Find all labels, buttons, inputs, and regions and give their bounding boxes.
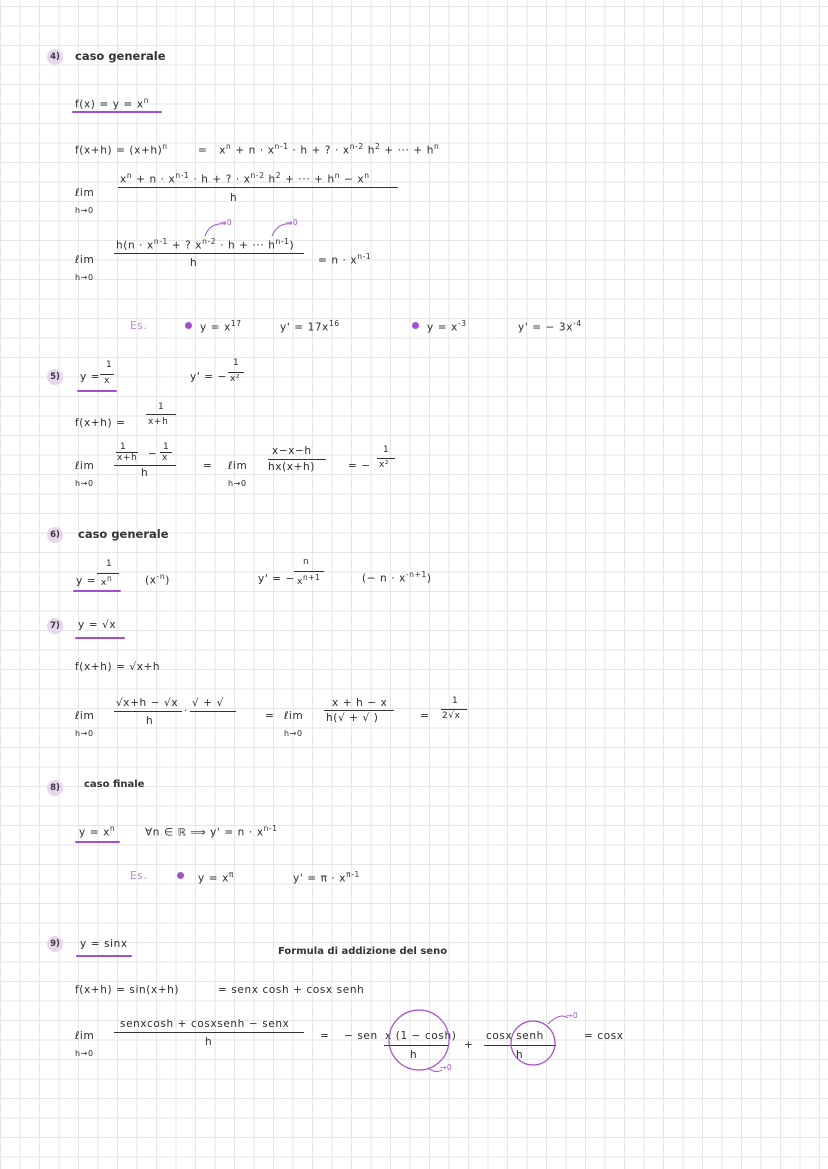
equals-sign: =	[320, 1030, 330, 1042]
alternative-derivative: (− $n \cdot x^{-n+1}$)	[362, 570, 432, 585]
minus-sine-factor: − sen	[344, 1030, 378, 1042]
fraction-bar	[118, 187, 398, 188]
function-definition: $f(x) = y = x^n$	[75, 96, 150, 111]
fraction-numerator: x + h − x	[332, 697, 388, 709]
fraction-bar	[484, 1045, 556, 1046]
fraction-bar	[268, 459, 326, 460]
increment-expression: f(x+h) = √x+h	[75, 661, 161, 673]
function-definition: y =	[76, 575, 97, 587]
fraction-denominator: x²	[230, 374, 241, 384]
fraction-numerator: n	[303, 557, 310, 567]
plus-sign: +	[464, 1039, 474, 1051]
fraction-bar	[384, 1045, 448, 1046]
example-derivative: y' = − $3x^{-4}$	[518, 319, 582, 334]
function-definition: y = √x	[78, 619, 117, 631]
highlight-underline	[77, 390, 117, 392]
fraction-numerator: 1	[452, 696, 459, 706]
minus-sign: −	[148, 448, 158, 460]
fraction-numerator: 1	[383, 445, 390, 455]
fraction-bar	[114, 711, 182, 712]
highlight-underline	[72, 111, 162, 113]
negative-power-form: $(x^{-n})$	[145, 572, 170, 587]
fraction-bar	[377, 458, 395, 459]
fraction-denominator: h	[205, 1036, 213, 1048]
limit-symbol: ℓim	[75, 710, 95, 722]
function-definition: $y = x^n$	[79, 824, 116, 839]
fraction-denominator: h	[141, 467, 149, 479]
section-title: caso finale	[84, 779, 145, 790]
fraction-numerator: 1	[158, 402, 165, 412]
increment-expression: f(x+h) = sin(x+h)	[75, 984, 180, 996]
fraction-denominator: h	[410, 1049, 418, 1061]
equals-sign: =	[203, 460, 213, 472]
addition-formula: = senx cosh + cosx senh	[218, 984, 365, 996]
example-derivative: $y' = \pi \cdot x^{\pi-1}$	[293, 870, 360, 885]
limit-subscript: h→0	[284, 729, 303, 738]
example-function: $y = x^\pi$	[198, 870, 235, 885]
bullet-icon	[177, 872, 184, 879]
limit-subscript: h→0	[75, 273, 94, 282]
fraction-bar	[114, 465, 176, 466]
limit-numerator: $x^n + n \cdot x^{n-1} \cdot h$ + ? · $x^{n-2}$ $h^2$ + ··· + $h^n - x^n$	[120, 171, 370, 186]
equals-sign: =	[420, 710, 430, 722]
increment-expression: f(x+h) =	[75, 417, 126, 429]
derivative-result: y' = −	[258, 573, 295, 585]
fraction-denominator: x+h	[117, 453, 138, 463]
limit-result: = $n \cdot x^{n-1}$	[318, 252, 372, 267]
fraction-denominator: $x^n$	[101, 574, 113, 588]
fraction-bar	[146, 414, 176, 415]
binomial-expansion: = $x^n + n \cdot x^{n-1} \cdot h$ + ? · $x^{n-2}$ $h^2$ + ··· + $h^n$	[198, 142, 440, 157]
limit-subscript: h→0	[75, 729, 94, 738]
function-definition: y =	[80, 371, 101, 383]
limit-subscript: h→0	[75, 1049, 94, 1058]
section-title: caso generale	[78, 527, 169, 541]
limit-subscript: h→0	[75, 206, 94, 215]
fraction-denominator: h	[516, 1049, 524, 1061]
bullet-icon	[185, 322, 192, 329]
increment-expression: $f(x+h) = (x+h)^n$	[75, 142, 168, 157]
cancelled-denominator: h	[190, 257, 198, 269]
multiplication-dot: ·	[184, 705, 188, 717]
highlight-underline	[76, 955, 132, 957]
fraction-bar	[114, 253, 304, 254]
fraction-denominator: x	[162, 453, 168, 463]
side-note: Formula di addizione del seno	[278, 946, 448, 957]
fraction-denominator: h(√ + √ )	[326, 712, 379, 724]
fraction-numerator: x (1 − cosh)	[385, 1030, 457, 1042]
equals-sign: = −	[348, 460, 371, 472]
fraction-numerator: 1	[163, 442, 170, 452]
fraction-denominator: $x^{n+1}$	[297, 573, 321, 587]
limit-symbol: ℓim	[75, 460, 95, 472]
function-definition: y = sinx	[80, 938, 128, 950]
highlight-underline	[75, 841, 120, 843]
example-label: Es.	[130, 870, 148, 882]
fraction-numerator: senxcosh + cosxsenh − senx	[120, 1018, 290, 1030]
fraction-denominator: hx(x+h)	[268, 461, 315, 473]
fraction-bar	[441, 709, 467, 710]
tends-to-zero-mark: →0	[286, 218, 299, 227]
zero-arrow	[548, 1016, 568, 1024]
fraction-bar	[100, 374, 114, 375]
highlight-underline	[73, 590, 121, 592]
fraction-denominator: x	[104, 376, 110, 386]
fraction-numerator: 1	[106, 360, 113, 370]
section-number: 7)	[47, 618, 63, 634]
tends-to-zero-mark: →0	[220, 218, 233, 227]
section-number: 4)	[47, 49, 63, 65]
example-label: Es.	[130, 320, 148, 332]
conjugate-numerator: √ + √	[192, 697, 224, 709]
general-rule: ∀n ∈ ℝ ⟹ $y' = n \cdot x^{n-1}$	[145, 824, 278, 839]
fraction-numerator: cosx senh	[486, 1030, 544, 1042]
fraction-denominator: x+h	[148, 417, 169, 427]
limit-symbol: ℓim	[75, 254, 95, 266]
derivative-result: y' = −	[190, 371, 227, 383]
limit-denominator: h	[230, 192, 238, 204]
section-title: caso generale	[75, 49, 166, 63]
fraction-numerator: 1	[120, 442, 127, 452]
limit-symbol: ℓim	[284, 710, 304, 722]
section-number: 8)	[47, 780, 63, 796]
fraction-numerator: x−x−h	[272, 445, 312, 457]
fraction-bar	[190, 711, 236, 712]
factored-numerator: $h(n \cdot x^{n-1}$ + ? $x^{n-2} \cdot h$ + ··· $h^{n-1}$)	[116, 237, 295, 252]
fraction-bar	[228, 372, 244, 373]
fraction-numerator: 1	[233, 358, 240, 368]
fraction-denominator: 2√x	[442, 711, 461, 721]
tends-to-zero-mark: →0	[440, 1063, 453, 1072]
fraction-bar	[294, 571, 324, 572]
section-number: 9)	[47, 936, 63, 952]
example-derivative: $y' = 17x^{16}$	[280, 319, 340, 334]
section-number: 6)	[47, 527, 63, 543]
fraction-bar	[324, 710, 394, 711]
limit-subscript: h→0	[75, 479, 94, 488]
limit-symbol: ℓim	[228, 460, 248, 472]
section-number: 5)	[47, 369, 63, 385]
fraction-bar	[114, 1032, 304, 1033]
fraction-denominator: h	[146, 715, 154, 727]
equals-sign: =	[265, 710, 275, 722]
fraction-denominator: x²	[379, 460, 390, 470]
highlight-underline	[75, 637, 125, 639]
fraction-numerator: √x+h − √x	[116, 697, 179, 709]
bullet-icon	[412, 322, 419, 329]
limit-symbol: ℓim	[75, 187, 95, 199]
limit-symbol: ℓim	[75, 1030, 95, 1042]
example-function: $y = x^{17}$	[200, 319, 242, 334]
example-function: $y = x^{-3}$	[427, 319, 467, 334]
tends-to-zero-mark: →0	[566, 1011, 579, 1020]
final-result: = cosx	[584, 1030, 624, 1042]
fraction-numerator: 1	[106, 559, 113, 569]
limit-subscript: h→0	[228, 479, 247, 488]
